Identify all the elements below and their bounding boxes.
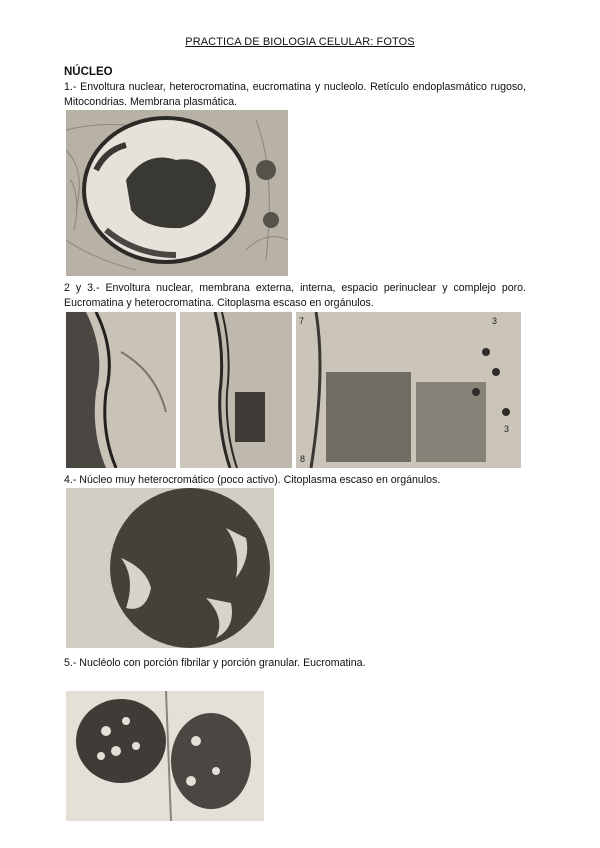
- caption-5: 5.- Nucléolo con porción fibrilar y porción granular. Eucromatina.: [64, 657, 366, 669]
- micrograph-label-7: 7: [299, 316, 305, 326]
- micrograph-4-heterochromatic-nucleus: [66, 488, 274, 648]
- section-heading: NÚCLEO: [64, 66, 113, 78]
- micrograph-5-nucleolus: [66, 691, 264, 821]
- page-title: PRACTICA DE BIOLOGIA CELULAR: FOTOS: [185, 36, 415, 48]
- micrograph-2b-pore: [180, 312, 292, 468]
- micrograph-label-3b: 3: [504, 424, 510, 434]
- micrograph-label-3: 3: [492, 316, 498, 326]
- micrograph-label-8: 8: [300, 454, 306, 464]
- micrograph-3-chromatin: [296, 312, 521, 468]
- caption-2: 2 y 3.- Envoltura nuclear, membrana externa, interna, espacio perinuclear y complejo poro. Eucromatina y heterocromatina. Citoplasma escaso en orgánulos.: [64, 282, 526, 309]
- micrograph-2a-envelope: [66, 312, 176, 468]
- micrograph-1-nucleus: [66, 110, 288, 276]
- caption-4: 4.- Núcleo muy heterocromático (poco activo). Citoplasma escaso en orgánulos.: [64, 474, 441, 486]
- caption-1: 1.- Envoltura nuclear, heterocromatina, eucromatina y nucleolo. Retículo endoplasmático rugoso, Mitocondrias. Membrana plasmática.: [64, 81, 526, 108]
